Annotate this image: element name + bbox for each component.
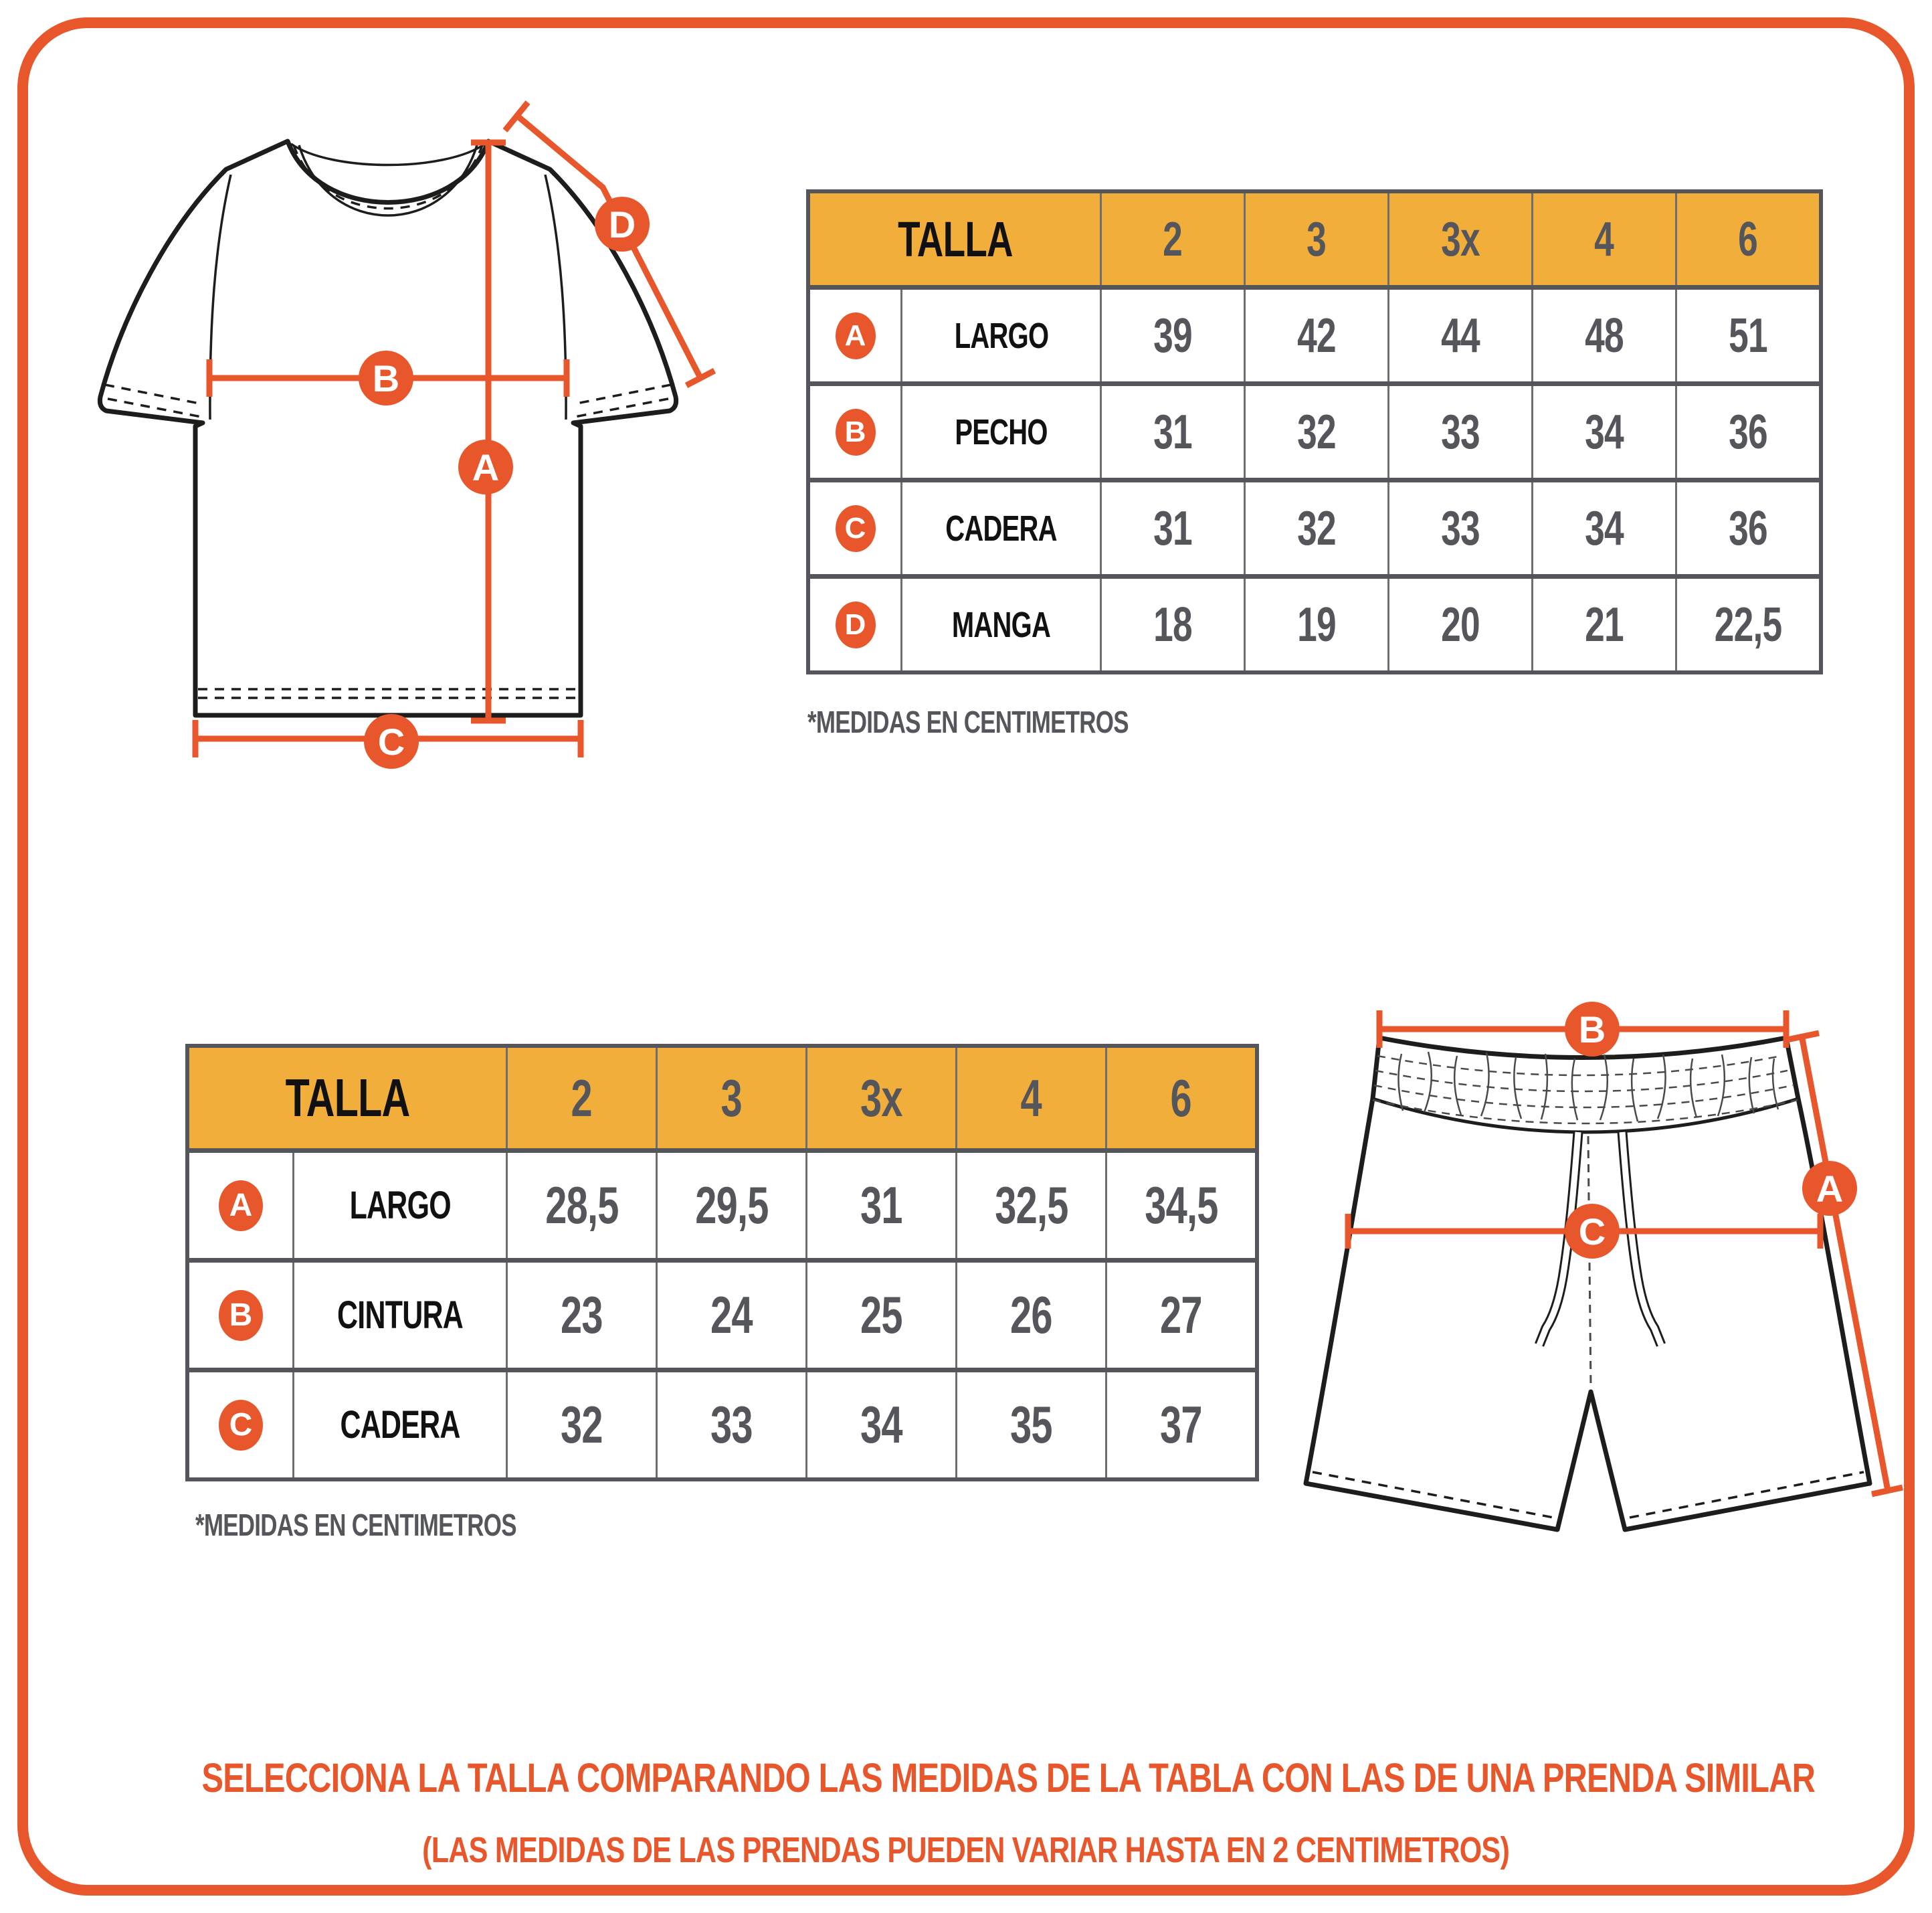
shorts-table-row-b [189, 1258, 1255, 1368]
measure-label-cell: CINTURA [292, 1263, 506, 1368]
size-header-cell-3: 3 [1244, 193, 1387, 285]
size-header-cell-4: 4 [955, 1048, 1105, 1148]
letter-cell [810, 579, 900, 670]
value-cell: 34 [805, 1372, 955, 1477]
value-cell: 28,5 [506, 1153, 656, 1258]
tshirt-outline [100, 141, 676, 715]
value-cell: 34 [1531, 482, 1675, 574]
size-header-cell-4: 4 [1531, 193, 1675, 285]
svg-text:C: C [1578, 1210, 1606, 1253]
value-cell: 34 [1531, 386, 1675, 478]
shorts-badge-c [1565, 1204, 1620, 1259]
value-cell: 34,5 [1105, 1153, 1255, 1258]
tshirt-size-table [806, 189, 1823, 674]
value-cell: 39 [1100, 290, 1244, 381]
shorts-badge-b [1565, 1002, 1620, 1057]
letter-badge-a: A [836, 312, 876, 359]
value-cell: 18 [1100, 579, 1244, 670]
shorts-table-row-c [189, 1368, 1255, 1477]
value-cell: 36 [1675, 386, 1819, 478]
size-header-cell-2: 2 [506, 1048, 656, 1148]
tshirt-badge-d [595, 197, 650, 252]
tshirt-table-row-a [810, 285, 1819, 381]
shorts-table-header-row [189, 1048, 1255, 1148]
tshirt-badge-a [458, 440, 513, 494]
value-cell: 19 [1244, 579, 1387, 670]
letter-badge-b: B [836, 409, 876, 456]
value-cell: 20 [1387, 579, 1531, 670]
size-header-cell-3x: 3x [805, 1048, 955, 1148]
value-cell: 22,5 [1675, 579, 1819, 670]
tshirt-table-row-c [810, 478, 1819, 574]
measure-label-cell: LARGO [900, 290, 1100, 381]
tshirt-diagram [64, 84, 722, 780]
value-cell: 31 [1100, 386, 1244, 478]
letter-cell [189, 1263, 292, 1368]
value-cell: 42 [1244, 290, 1387, 381]
letter-cell [810, 386, 900, 478]
measure-label-cell: LARGO [292, 1153, 506, 1258]
value-cell: 21 [1531, 579, 1675, 670]
svg-text:B: B [372, 357, 400, 399]
value-cell: 33 [1387, 482, 1531, 574]
value-cell: 33 [656, 1372, 805, 1477]
value-cell: 32 [506, 1372, 656, 1477]
shorts-size-table [185, 1044, 1259, 1481]
footer-instruction: SELECCIONA LA TALLA COMPARANDO LAS MEDIDAS DE LA TABLA CON LAS DE UNA PRENDA SIMILAR [201, 1755, 1816, 1801]
value-cell: 26 [955, 1263, 1105, 1368]
letter-cell [810, 290, 900, 381]
size-header-cell-6: 6 [1105, 1048, 1255, 1148]
letter-cell [189, 1153, 292, 1258]
value-cell: 48 [1531, 290, 1675, 381]
footer-disclaimer: (LAS MEDIDAS DE LAS PRENDAS PUEDEN VARIAR HASTA EN 2 CENTIMETROS) [422, 1830, 1510, 1870]
tshirt-table-note: *MEDIDAS EN CENTIMETROS [807, 705, 1129, 739]
talla-header-cell: TALLA [189, 1048, 506, 1148]
size-header-cell-3: 3 [656, 1048, 805, 1148]
value-cell: 24 [656, 1263, 805, 1368]
value-cell: 44 [1387, 290, 1531, 381]
value-cell: 51 [1675, 290, 1819, 381]
value-cell: 23 [506, 1263, 656, 1368]
letter-badge-c: C [219, 1400, 263, 1451]
letter-badge-b: B [219, 1290, 263, 1341]
shorts-table-note: *MEDIDAS EN CENTIMETROS [195, 1508, 516, 1542]
tshirt-table-header-row [810, 193, 1819, 285]
value-cell: 36 [1675, 482, 1819, 574]
value-cell: 31 [1100, 482, 1244, 574]
measure-label-cell: PECHO [900, 386, 1100, 478]
svg-text:A: A [472, 446, 500, 488]
shorts-outline [1306, 1038, 1870, 1530]
letter-badge-c: C [836, 505, 876, 552]
value-cell: 35 [955, 1372, 1105, 1477]
svg-text:B: B [1578, 1008, 1606, 1051]
tshirt-badge-b [359, 351, 413, 405]
shorts-badge-a [1802, 1161, 1857, 1216]
value-cell: 25 [805, 1263, 955, 1368]
size-header-cell-3x: 3x [1387, 193, 1531, 285]
shorts-diagram [1291, 964, 1913, 1569]
value-cell: 31 [805, 1153, 955, 1258]
value-cell: 27 [1105, 1263, 1255, 1368]
value-cell: 32,5 [955, 1153, 1105, 1258]
value-cell: 29,5 [656, 1153, 805, 1258]
measure-label-cell: CADERA [292, 1372, 506, 1477]
size-header-cell-6: 6 [1675, 193, 1819, 285]
measure-label-cell: CADERA [900, 482, 1100, 574]
svg-text:A: A [1816, 1168, 1844, 1210]
letter-badge-d: D [836, 602, 876, 648]
talla-header-cell: TALLA [810, 193, 1100, 285]
tshirt-table-row-d [810, 574, 1819, 670]
value-cell: 32 [1244, 482, 1387, 574]
svg-text:D: D [608, 203, 636, 246]
tshirt-table-row-b [810, 381, 1819, 478]
value-cell: 37 [1105, 1372, 1255, 1477]
measure-label-cell: MANGA [900, 579, 1100, 670]
letter-cell [810, 482, 900, 574]
tshirt-badge-c [364, 714, 419, 769]
value-cell: 32 [1244, 386, 1387, 478]
size-header-cell-2: 2 [1100, 193, 1244, 285]
shorts-table-row-a [189, 1148, 1255, 1258]
svg-text:C: C [377, 721, 405, 763]
value-cell: 33 [1387, 386, 1531, 478]
letter-cell [189, 1372, 292, 1477]
letter-badge-a: A [219, 1180, 263, 1231]
